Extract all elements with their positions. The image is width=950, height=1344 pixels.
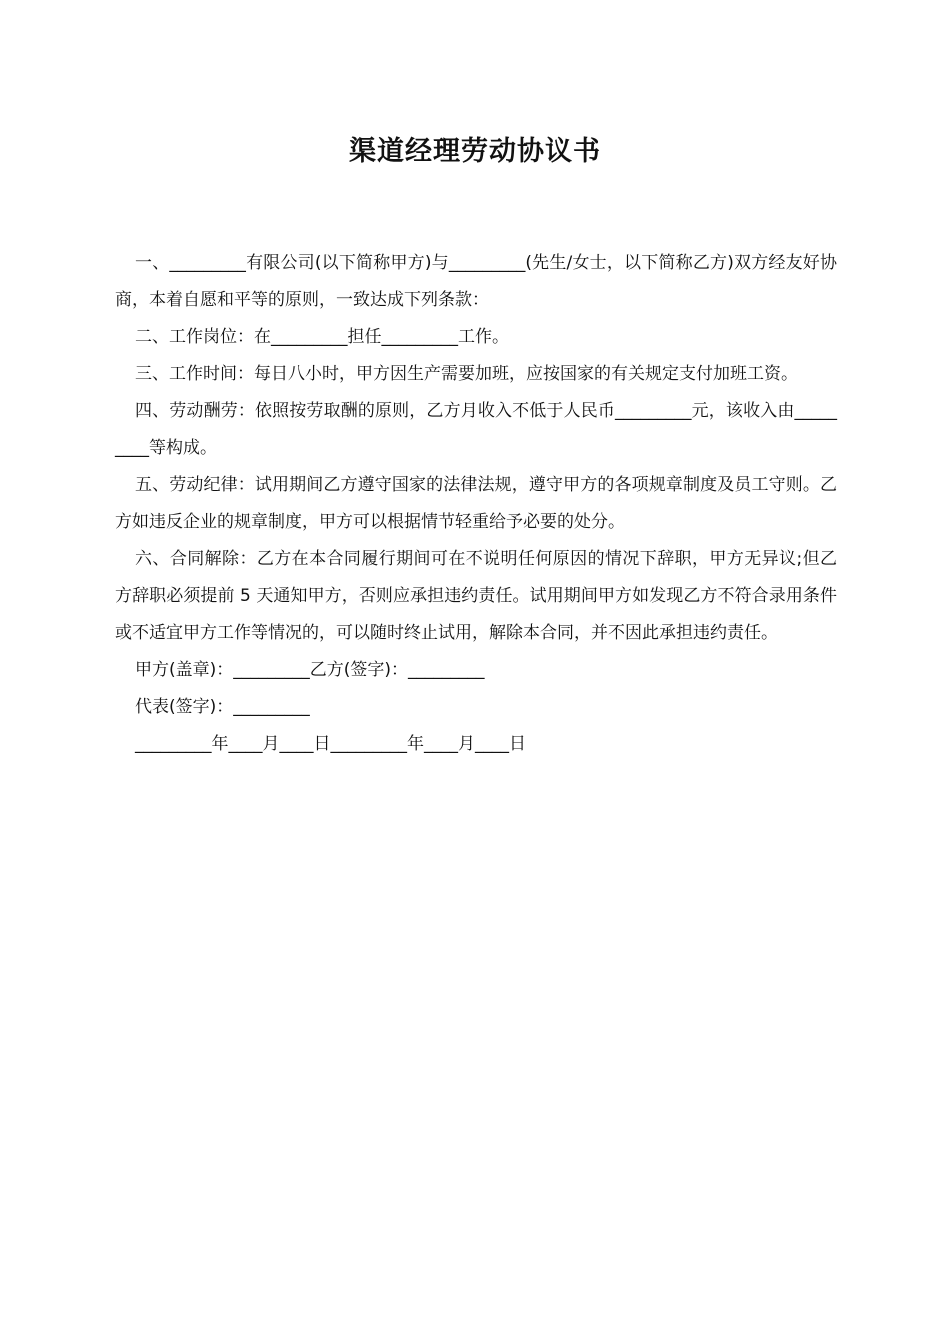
clause-3-working-hours: 三、工作时间：每日八小时，甲方因生产需要加班，应按国家的有关规定支付加班工资。 <box>135 364 798 384</box>
clause-6-termination: 六、合同解除：乙方在本合同履行期间可在不说明任何原因的情况下辞职，甲方无异议;但乙方辞职必须提前 5 天通知甲方，否则应承担违约责任。试用期间甲方如发现乙方不符合录用条件或不适宜甲方工作等情况的，可以随时终止试用，解除本合同，并不因此承担违约责任。 <box>115 549 837 643</box>
date-line: _________年____月____日_________年____月____日 <box>135 734 526 754</box>
signature-line-representative: 代表(签字)：_________ <box>135 697 310 717</box>
clause-5-discipline: 五、劳动纪律：试用期间乙方遵守国家的法律法规，遵守甲方的各项规章制度及员工守则。乙方如违反企业的规章制度，甲方可以根据情节轻重给予必要的处分。 <box>115 475 837 532</box>
document-body <box>115 245 837 763</box>
clause-4-compensation: 四、劳动酬劳：依照按劳取酬的原则，乙方月收入不低于人民币_________元，该收入由_________等构成。 <box>115 401 837 458</box>
document-title: 渠道经理劳动协议书 <box>349 136 601 167</box>
signature-line-parties: 甲方(盖章)：_________乙方(签字)：_________ <box>135 660 485 680</box>
clause-1: 一、_________有限公司(以下简称甲方)与_________(先生/女士，以下简称乙方)双方经友好协商，本着自愿和平等的原则，一致达成下列条款： <box>115 253 837 310</box>
clause-2-position: 二、工作岗位：在_________担任_________工作。 <box>135 327 509 347</box>
